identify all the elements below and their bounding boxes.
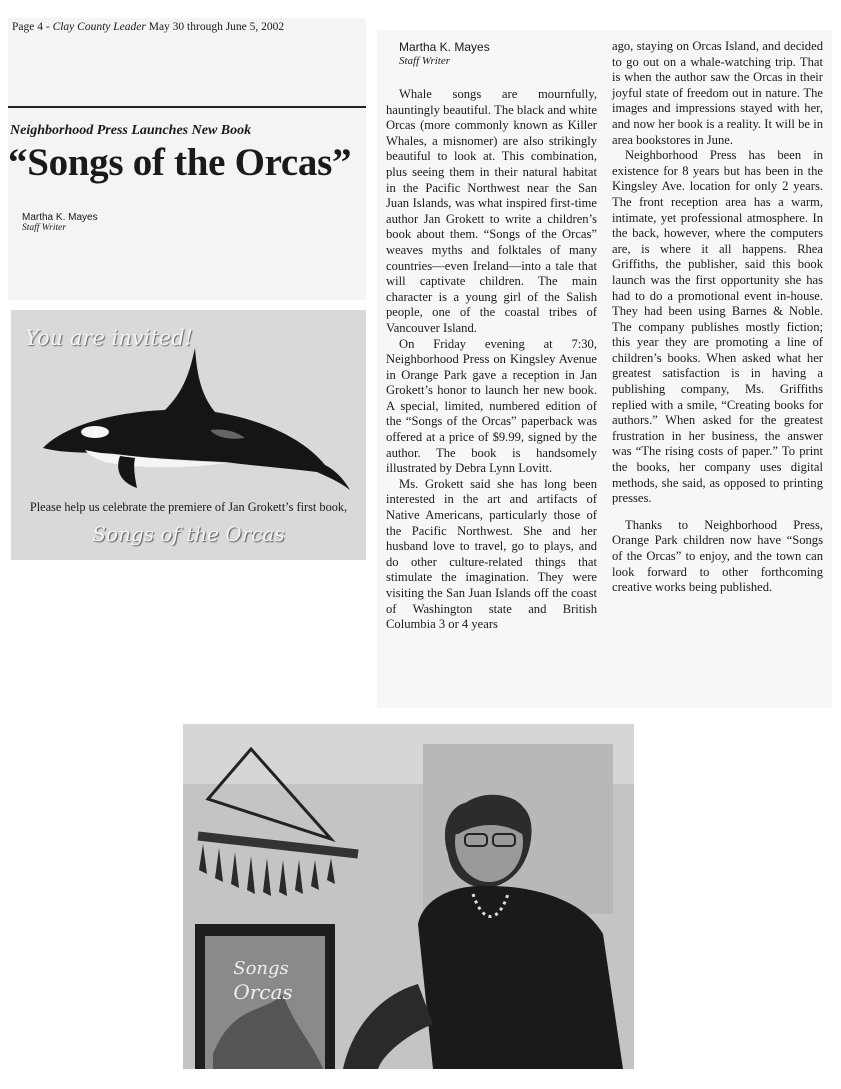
poster-word-2: Orcas: [233, 980, 293, 1004]
header-rule: [8, 106, 366, 108]
article-paragraph: Neighborhood Press has been in existence for 8 years but has been in the Kingsley Ave. location for only 2 years. The front reception area has a warm, intimate, yet professional atmosphere. In the back, however, where the computers are, is where it all happens. Rhea Griffiths, the publisher, said this book launch was the first opportunity she has had to do a promotional event in-house. They had been using Barnes & Noble. The company publishes mostly fiction; this year they are promoting a line of children’s books. When asked what her greatest satisfaction is in having a publishing company, Ms. Griffiths replied with a smile, “Creating books for authors.” When asked for the greatest frustration in her business, the answer was “The rising costs of paper.” To print the books, her company uses digital methods, she said, as opposed to printing presses.: [612, 148, 823, 506]
article-paragraph: Thanks to Neighborhood Press, Orange Park children now have “Songs of the Orcas” to enjoy, and the town can look forward to other forthcoming creative works being published.: [612, 517, 823, 595]
article-column-2: [612, 39, 823, 596]
invitation-card: [11, 310, 366, 560]
page-number: Page 4 -: [12, 21, 50, 33]
article-paragraph: Ms. Grokett said she has long been interested in the art and artifacts of Native Americans, particularly those of the Pacific Northwest. She and her husband love to travel, go to plays, and do other culture-related things that stimulate the imagination. They were visiting the San Juan Islands off the coast of Washington state and British Columbia 3 or 4 years: [386, 476, 597, 632]
header-clipping: [8, 18, 366, 300]
article-paragraph: ago, staying on Orcas Island, and decided to go out on a whale-watching trip. That is when the author saw the Orcas in their joyful state of freedom out in nature. The images and impressions stayed with her, and now her book is a reality. It will be in area bookstores in June.: [612, 39, 823, 147]
article-role: Staff Writer: [399, 55, 451, 67]
article-body: [377, 30, 832, 708]
article-paragraph: On Friday evening at 7:30, Neighborhood Press on Kingsley Avenue in Orange Park gave a reception in Jan Grokett’s honor to launch her new book. A special, limited, numbered edition of the “Songs of the Orcas” paperback was offered at a price of $9.99, signed by the author. The book is handsomely illustrated by Debra Lynn Lovitt.: [386, 336, 597, 476]
invitation-title: You are invited!: [25, 326, 194, 350]
paper-name: Clay County Leader: [52, 21, 146, 33]
article-author: Martha K. Mayes: [399, 40, 490, 54]
invitation-book-title: Songs of the Orcas: [92, 522, 285, 546]
invitation-text: Please help us celebrate the premiere of Jan Grokett’s first book,: [29, 500, 348, 514]
poster-word-1: Songs: [233, 958, 289, 979]
kicker: Neighborhood Press Launches New Book: [10, 123, 252, 138]
article-paragraph: Whale songs are mournfully, hauntingly beautiful. The black and white Orcas (more commonly known as Killer Whales, a misnomer) are also strikingly beautiful to look at. This combination, plus seeing them in their natural habitat in the Pacific Northwest near the San Juan Islands, was what inspired first-time author Jan Grokett to write a children’s book about them. “Songs of the Orcas” weaves myths and folktales of many countries—even Ireland—into a tale that will captivate children. The main character is a young girl of the Salish people, one of the coastal tribes of Vancouver Island.: [386, 87, 597, 335]
issue-dates: May 30 through June 5, 2002: [148, 21, 285, 33]
page-folio: [12, 21, 284, 33]
header-byline: [22, 212, 98, 234]
photo-illustration: [183, 724, 634, 1069]
byline-role: Staff Writer: [22, 223, 67, 233]
orca-illustration: [25, 330, 355, 500]
byline-author: Martha K. Mayes: [22, 212, 98, 223]
article-byline: [399, 40, 597, 68]
author-photo: [183, 724, 634, 1069]
headline: “Songs of the Orcas”: [8, 141, 352, 184]
article-column-1: [386, 40, 597, 633]
